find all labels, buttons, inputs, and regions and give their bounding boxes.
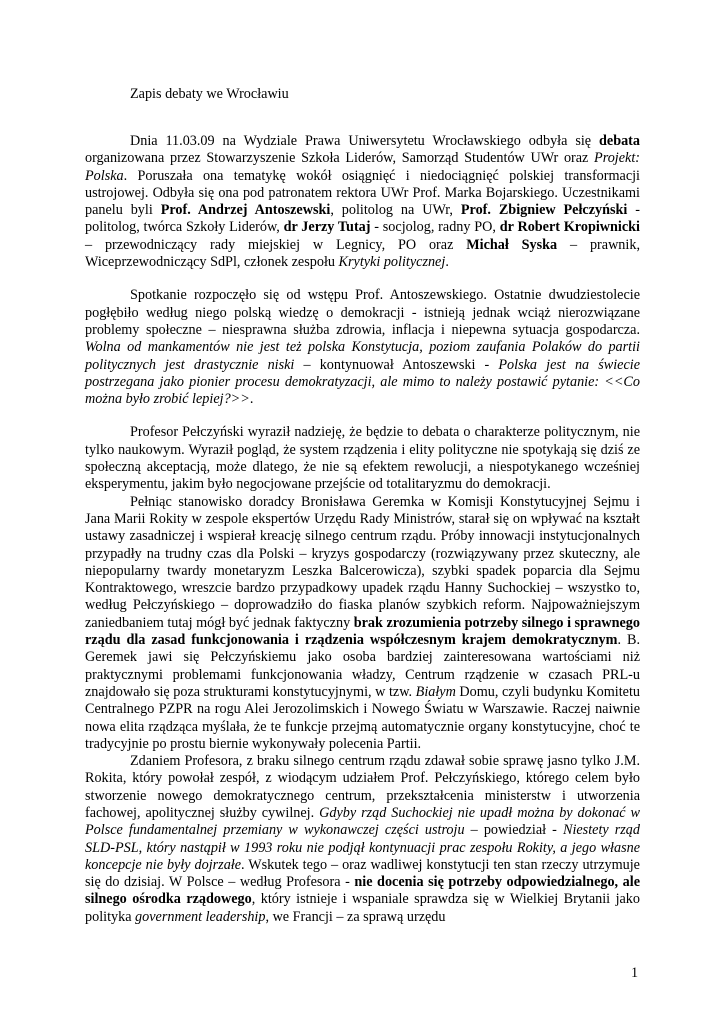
text-run: - socjolog, radny PO, (370, 219, 500, 236)
paragraph-5 (85, 753, 640, 926)
text-run: , który istnieje i wspaniale sprawdza się w Wielkiej Brytanii jako polityka (85, 891, 640, 925)
bold-text: dr Jerzy Tutaj (283, 219, 371, 236)
page-number: 1 (631, 965, 639, 981)
text-run: , politolog na UWr, (330, 202, 461, 219)
text-run: Zdaniem Profesora, z braku silnego centrum rządu zdawał sobie sprawę jasno tylko J.M. Rokita, który powołał zespół, z wiodącym udziałem Prof. Pełczyńskiego, którego celem było stworzenie nowego demokratycznego centrum, przekształcenia ministerstw i utworzenia fachowej, apolitycznej służby cywilnej. (85, 753, 640, 821)
paragraph-2 (85, 287, 640, 408)
text-run: . (445, 254, 449, 271)
text-run: , we Francji – za sprawą urzędu (265, 908, 446, 925)
italic-text: Krytyki politycznej (338, 254, 446, 271)
document-title: Zapis debaty we Wrocławiu (130, 86, 289, 102)
text-run: – powiedział - (464, 822, 563, 839)
text-run: - politolog, twórca Szkoły Liderów, (85, 202, 640, 236)
bold-text: Michał Syska (466, 236, 558, 253)
text-run: Profesor Pełczyński wyraził nadzieję, że będzie to debata o charakterze politycznym, nie tylko naukowym. Wyraził pogląd, że system rządzenia i elity polityczne nie spotykają się dziś ze społeczną akceptacją, może dlatego, że nie są efektem rewolucji, a niespotykanego wcześniej eksperymentu, jakim było negocjowane przejście od totalitaryzmu do demokracji. (85, 424, 640, 493)
italic-text: Polska jest na świecie postrzegana jako pionier procesu demokratyzacji, ale mimo to należy postawić pytanie: <<Co można było zrobić lepiej?>> (85, 356, 641, 408)
text-run: Spotkanie rozpoczęło się od wstępu Prof. Antoszewskiego. Ostatnie dwudziestolecie pogłębiło według niego polską wiedzę o demokracji - istnieją jednak wciąż nierozwiązane problemy społeczne – niesprawna służba zdrowia, inflacja i niepewna sytuacja gospodarcza. (85, 287, 640, 338)
text-run: organizowana przez Stowarzyszenie Szkoła Liderów, Samorząd Studentów UWr oraz (85, 150, 595, 167)
text-run: Dnia 11.03.09 na Wydziale Prawa Uniwersytetu Wrocławskiego odbyła się (130, 133, 599, 149)
text-run: – kontynuował Antoszewski - (294, 356, 499, 373)
bold-text: dr Robert Kropiwnicki (499, 219, 640, 236)
italic-text: Niestety rząd SLD-PSL, który nastąpił w 1993 roku nie podjął kontynuacji prac zespołu Rokity, a jego własne koncepcje nie były dojrzałe (85, 822, 640, 873)
bold-text: nie docenia się potrzeby odpowiedzialnego, ale silnego ośrodka rządowego (85, 874, 640, 908)
bold-text: Prof. Zbigniew Pełczyński (460, 202, 628, 219)
text-run: – przewodniczący rady miejskiej w Legnicy, PO oraz (85, 236, 467, 253)
paragraph-gap (85, 408, 640, 424)
italic-text: Gdyby rząd Suchockiej nie upadł można by dokonać w Polsce fundamentalnej przemiany w wykonawczej części ustroju (85, 804, 641, 839)
paragraph-1 (85, 133, 640, 271)
text-run: Pełniąc stanowisko doradcy Bronisława Geremka w Komisji Konstytucyjnej Sejmu i Jana Marii Rokity w zespole ekspertów Urzędu Rady Ministrów, starał się on wpływać na kształt ustawy zasadniczej i wspierał kreację silnego centrum rządu. Próby innowacji instytucjonalnych przypadły na trudny czas dla Polski – kryzys gospodarczy (rozwiązywany przez skuteczny, ale niepopularny twardy monetaryzm Leszka Balcerowicza), szybki spadek poparcia dla Sejmu Kontraktowego, wreszcie bardzo przypadkowy upadek rządu Hanny Suchockiej – wszystko to, według Pełczyńskiego – doprowadziło do fiaska planów szybkich reform. Najpoważniejszym zaniedbaniem tutaj mógł być jednak faktyczny (85, 493, 640, 631)
text-run: . Poruszała ona tematykę wokół osiągnięć i niedociągnięć polskiej transformacji ustrojowej. Odbyła się ona pod patronatem rektora UWr Prof. Marka Bojarskiego. Uczestnikami panelu byli (85, 167, 640, 219)
bold-text: debata (599, 133, 640, 149)
bold-text: brak zrozumienia potrzeby silnego i sprawnego rządu dla zasad funkcjonowania i rządzenia współczesnym krajem demokratycznym (85, 614, 640, 649)
italic-text: government leadership (135, 908, 266, 925)
text-run: . Wskutek tego – oraz wadliwej konstytucji ten stan rzeczy utrzymuje się do dzisiaj. W Polsce – według Profesora - (85, 856, 640, 891)
text-run: Domu, czyli budynku Komitetu Centralnego PZPR na rogu Alei Jerozolimskich i Nowego Światu w Warszawie. Raczej naiwnie nowa elita rządząca myślała, że te funkcje przejmą automatycznie organy konstytucyjne, choć te tradycyjnie po prostu biernie wykonywały polecenia Partii. (85, 683, 640, 752)
document-body (85, 133, 640, 926)
paragraph-3 (85, 424, 640, 493)
paragraph-4 (85, 494, 640, 753)
text-run: . B. Geremek jawi się Pełczyńskiemu jako osoba bardziej zainteresowana wartościami niż praktycznymi problemami funkcjonowania władzy, Centrum rządzenie w czasach PRL-u znajdowało się poza strukturami konstytucyjnymi, w tzw. (85, 632, 640, 700)
italic-text: Białym (415, 683, 456, 700)
italic-text: Wolna od mankamentów nie jest też polska Konstytucja, poziom zaufania Polaków do partii politycznych jest drastycznie niski (85, 339, 640, 373)
text-run: . (249, 391, 254, 408)
text-run: – prawnik, Wiceprzewodniczący SdPl, członek zespołu (85, 236, 640, 271)
italic-text: Projekt: Polska (85, 150, 640, 184)
paragraph-gap (85, 271, 640, 287)
bold-text: Prof. Andrzej Antoszewski (160, 202, 331, 219)
